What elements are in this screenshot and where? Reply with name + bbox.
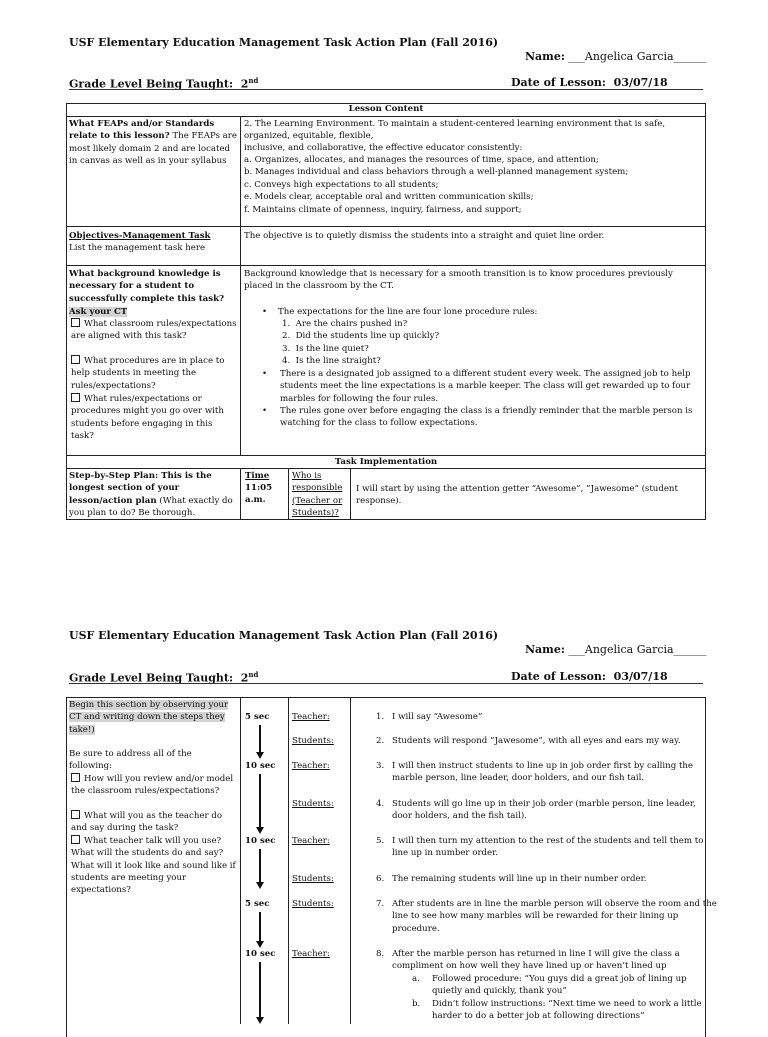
step-2-num: 2.: [376, 736, 385, 746]
checkbox-icon: [71, 810, 80, 819]
left-item-1: What will you as the teacher do and say during the task?: [71, 811, 222, 834]
feaps-answer-5: c. Conveys high expectations to all students;: [244, 180, 439, 190]
left-intro: Begin this section by observing your CT and writing down the steps they take!): [69, 700, 229, 735]
ask-item-2: What rules/expectations or procedures might you go over with students before engaging in this task?: [71, 394, 224, 441]
step-6-num: 6.: [376, 874, 385, 884]
step-1-time: 5 sec: [245, 712, 270, 722]
down-arrow-icon: [259, 849, 261, 883]
bullet-2: There is a designated job assigned to a different student every week. The assigned job to help students meet the line expectations is a marble keeper. The class will get rewarded up to four marbles for following the four rules.: [280, 369, 691, 404]
feaps-answer-2: inclusive, and collaborative, the effective educator consistently:: [244, 143, 523, 153]
sub-a-letter: a.: [412, 974, 420, 984]
step-5-text: I will then turn my attention to the rest of the students and tell them to line up in number order.: [392, 836, 704, 859]
background-question: What background knowledge is necessary for a student to successfully complete this task?: [69, 269, 225, 304]
down-arrow-icon: [259, 912, 261, 942]
step-8-text: After the marble person has returned in line I will give the class a compliment on how well they have lined up or haven’t lined up: [392, 949, 680, 972]
step-1-text: I will say “Awesome”: [392, 712, 483, 722]
page1-grade: Grade Level Being Taught: 2nd: [69, 76, 259, 91]
lesson-content-heading: Lesson Content: [348, 104, 424, 114]
feaps-answer-1: organized, equitable, flexible,: [244, 131, 374, 141]
left-item-0: How will you review and/or model the classroom rules/expectations?: [71, 774, 234, 797]
step-1-who: Teacher:: [292, 712, 330, 722]
left-item-2: What teacher talk will you use? What will the students do and say? What will it look like and sound like if students are meeting your expectations?: [71, 836, 236, 896]
ask-item-0: What classroom rules/expectations are aligned with this task?: [71, 319, 237, 342]
step-8-num: 8.: [376, 949, 385, 959]
feaps-answer-6: e. Models clear, acceptable oral and written communication skills;: [244, 192, 534, 202]
page2-grade: Grade Level Being Taught: 2nd: [69, 670, 259, 685]
step-by-step-label: Step-by-Step Plan: This is the longest section of your lesson/action plan (What exactly do you plan to do? Be thorough.: [69, 471, 233, 518]
step-7-who: Students:: [292, 899, 334, 909]
feaps-answer-4: b. Manages individual and class behaviors through a well-planned management system;: [244, 167, 629, 177]
background-answer: Background knowledge that is necessary for a smooth transition is to know procedures previously placed in the classroom by the CT.: [244, 269, 673, 292]
bullet-3: The rules gone over before engaging the class is a friendly reminder that the marble person is watching for the class to follow expectations.: [280, 406, 693, 429]
down-arrow-icon: [259, 725, 261, 753]
step-5-num: 5.: [376, 836, 385, 846]
feaps-question: What FEAPs and/or Standards relate to this lesson? The FEAPs are most likely domain 2 and are located in canvas as well as in your syllabus: [69, 119, 237, 166]
step-3-num: 3.: [376, 761, 385, 771]
sub-b-text: Didn’t follow instructions: “Next time we need to work a little harder to do a better job at following directions”: [432, 999, 702, 1022]
objectives-sub: List the management task here: [69, 243, 206, 253]
step-4-text: Students will go line up in their job order (marble person, line leader, door holders, and the fish tail).: [392, 799, 696, 822]
bullet-1: • The expectations for the line are four lone procedure rules:: [262, 307, 538, 317]
ask-item-1: What procedures are in place to help students in meeting the rules/expectations?: [71, 356, 225, 391]
step-7-num: 7.: [376, 899, 385, 909]
left-address: Be sure to address all of the following:: [69, 749, 192, 772]
checkbox-icon: [71, 835, 80, 844]
time-heading: Time: [245, 471, 270, 481]
step-6-who: Students:: [292, 874, 334, 884]
page1-header-rule: [69, 89, 703, 90]
page2-header-rule: [69, 683, 703, 684]
checkbox-icon: [71, 773, 80, 782]
rule-4: 4. Is the line straight?: [282, 356, 381, 366]
step-8-time: 10 sec: [245, 949, 276, 959]
feaps-answer-0: 2. The Learning Environment. To maintain a student-centered learning environment that is safe,: [244, 119, 666, 129]
page2-title: USF Elementary Education Management Task Action Plan (Fall 2016): [69, 629, 499, 642]
checkbox-icon: [71, 355, 80, 364]
step-5-who: Teacher:: [292, 836, 330, 846]
rule-2: 2. Did the students line up quickly?: [282, 331, 440, 341]
step-6-text: The remaining students will line up in their number order.: [392, 874, 647, 884]
sub-b-letter: b.: [412, 999, 421, 1009]
objectives-answer: The objective is to quietly dismiss the students into a straight and quiet line order.: [244, 231, 605, 241]
bullet-icon: •: [262, 406, 268, 416]
page2-name: Name: ___Angelica Garcia______: [525, 643, 707, 656]
step-5-time: 10 sec: [245, 836, 276, 846]
step-7-text: After students are in line the marble person will observe the room and the line to see how many marbles will be rewarded for their lining up procedure.: [392, 899, 717, 934]
step-7-time: 5 sec: [245, 899, 270, 909]
sub-a-text: Followed procedure: “You guys did a great job of lining up quietly and quickly, thank you”: [432, 974, 687, 997]
bullet-icon: •: [262, 369, 268, 379]
checkbox-icon: [71, 318, 80, 327]
step-1-num: 1.: [376, 712, 385, 722]
time-value: 11:05 a.m.: [245, 483, 273, 506]
step-4-who: Students:: [292, 799, 334, 809]
step-2-text: Students will respond “Jawesome”, with all eyes and ears my way.: [392, 736, 681, 746]
rule-1: 1. Are the chairs pushed in?: [282, 319, 408, 329]
step-first: I will start by using the attention getter “Awesome”, “Jawesome” (student response).: [356, 484, 678, 507]
task-heading: Task Implementation: [334, 457, 438, 467]
ask-ct: Ask your CT: [69, 307, 128, 317]
page1-title: USF Elementary Education Management Task Action Plan (Fall 2016): [69, 36, 499, 49]
step-2-who: Students:: [292, 736, 334, 746]
page2-date: Date of Lesson: 03/07/18: [511, 670, 668, 683]
step-4-num: 4.: [376, 799, 385, 809]
who-heading: Who is responsible (Teacher or Students)?: [292, 471, 343, 518]
rule-3: 3. Is the line quiet?: [282, 344, 369, 354]
feaps-answer-7: f. Maintains climate of openness, inquiry, fairness, and support;: [244, 205, 522, 215]
down-arrow-icon: [259, 774, 261, 828]
down-arrow-icon: [259, 962, 261, 1018]
objectives-heading: Objectives-Management Task: [69, 231, 211, 241]
step-3-who: Teacher:: [292, 761, 330, 771]
bullet-icon: •: [262, 307, 268, 317]
page1-date: Date of Lesson: 03/07/18: [511, 76, 668, 89]
feaps-answer-3: a. Organizes, allocates, and manages the resources of time, space, and attention;: [244, 155, 599, 165]
page1-name: Name: ___Angelica Garcia______: [525, 50, 707, 63]
checkbox-icon: [71, 393, 80, 402]
step-3-text: I will then instruct students to line up in job order first by calling the marble person, line leader, door holders, and our fish tail.: [392, 761, 694, 784]
step-8-who: Teacher:: [292, 949, 330, 959]
step-3-time: 10 sec: [245, 761, 276, 771]
